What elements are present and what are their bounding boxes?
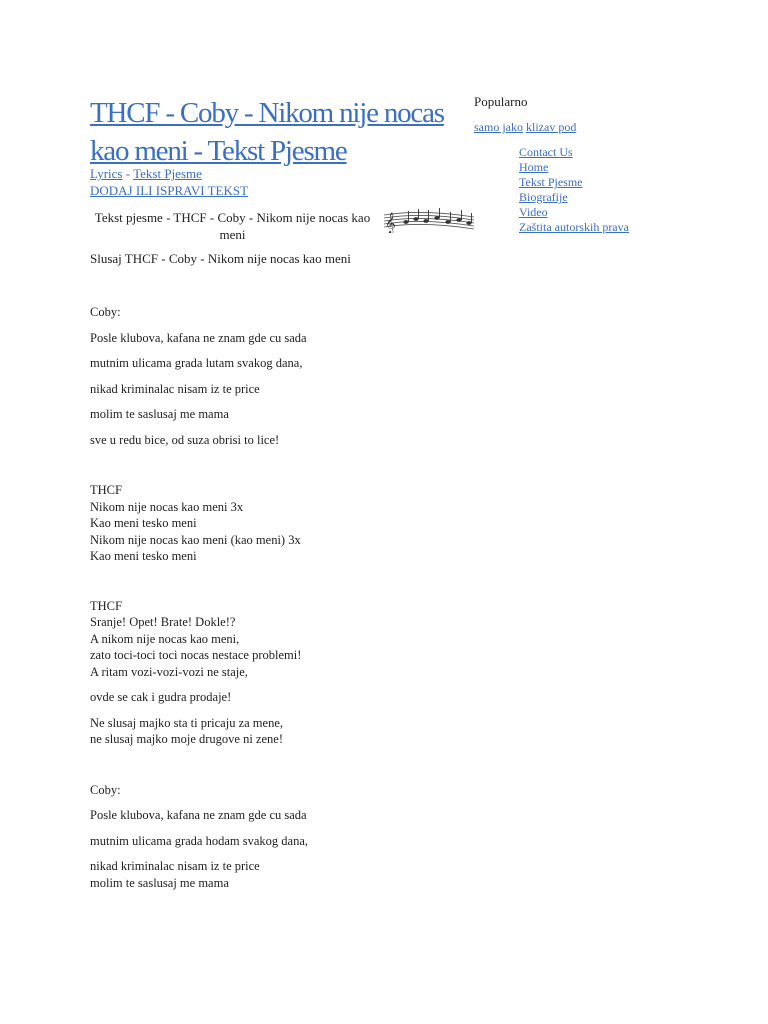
lyrics-body xyxy=(90,304,650,891)
lyrics-line: A ritam vozi-vozi-vozi ne staje, xyxy=(90,664,248,679)
lyrics-line: Coby: xyxy=(90,782,121,797)
breadcrumb xyxy=(90,166,202,182)
lyrics-line: Posle klubova, kafana ne znam gde cu sada xyxy=(90,808,307,822)
lyrics-line: THCF xyxy=(90,598,122,613)
lyrics-line: sve u redu bice, od suza obrisi to lice! xyxy=(90,432,280,447)
lyrics-line: THCF xyxy=(90,483,122,497)
lyrics-line: Posle klubova, kafana ne znam gde cu sada xyxy=(90,330,307,345)
lyrics-line: Kao meni tesko meni xyxy=(90,549,197,563)
lyrics-line: zato toci-toci toci nocas nestace problemi! xyxy=(90,648,302,662)
lyrics-line: nikad kriminalac nisam iz te price xyxy=(90,381,260,396)
lyrics-line: Kao meni tesko meni xyxy=(90,516,197,530)
menu-link-home[interactable]: Home xyxy=(519,160,549,174)
lyrics-line: Nikom nije nocas kao meni 3x xyxy=(90,499,244,514)
lyrics-line: Nikom nije nocas kao meni (kao meni) 3x xyxy=(90,532,301,547)
svg-text:𝄞: 𝄞 xyxy=(385,213,396,233)
menu-link-contact-us[interactable]: Contact Us xyxy=(519,145,573,159)
listen-line: Slusaj THCF - Coby - Nikom nije nocas kao meni xyxy=(90,251,351,266)
lyrics-line: Coby: xyxy=(90,305,121,319)
breadcrumb-separator: - xyxy=(122,166,134,181)
popular-tags xyxy=(474,120,576,134)
music-notes-image xyxy=(382,207,476,233)
lyrics-line: ne slusaj majko moje drugove ni zene! xyxy=(90,732,283,746)
breadcrumb-lyrics-link[interactable]: Lyrics xyxy=(90,166,123,181)
tag-link-samo-jako[interactable]: samo jako xyxy=(474,120,523,134)
lyrics-line: mutnim ulicama grada lutam svakog dana, xyxy=(90,356,303,370)
lyrics-line: molim te saslusaj me mama xyxy=(90,407,229,421)
lyrics-line: molim te saslusaj me mama xyxy=(90,875,229,890)
lyrics-line: Sranje! Opet! Brate! Dokle!? xyxy=(90,615,236,629)
lyrics-line: mutnim ulicama grada hodam svakog dana, xyxy=(90,833,308,848)
lyrics-line: nikad kriminalac nisam iz te price xyxy=(90,859,260,873)
breadcrumb-tekst-pjesme-link[interactable]: Tekst Pjesme xyxy=(133,166,202,181)
lyrics-line: ovde se cak i gudra prodaje! xyxy=(90,690,232,704)
side-menu xyxy=(519,145,629,235)
menu-link-video[interactable]: Video xyxy=(519,205,548,219)
tag-link-klizav-pod[interactable]: klizav pod xyxy=(526,120,577,134)
lyrics-caption: Tekst pjesme - THCF - Coby - Nikom nije nocas kao meni xyxy=(94,210,371,242)
menu-link-zastita-autorskih-prava[interactable]: Zaštita autorskih prava xyxy=(519,220,629,234)
menu-link-tekst-pjesme[interactable]: Tekst Pjesme xyxy=(519,175,583,189)
lyrics-line: A nikom nije nocas kao meni, xyxy=(90,631,240,646)
menu-link-biografije[interactable]: Biografije xyxy=(519,190,568,204)
page-title[interactable]: THCF - Coby - Nikom nije nocas kao meni - Tekst Pjesme xyxy=(90,97,444,167)
popular-heading: Popularno xyxy=(474,94,528,109)
add-or-fix-lyrics-link[interactable]: DODAJ ILI ISPRAVI TEKST xyxy=(90,183,249,198)
lyrics-line: Ne slusaj majko sta ti pricaju za mene, xyxy=(90,715,283,730)
